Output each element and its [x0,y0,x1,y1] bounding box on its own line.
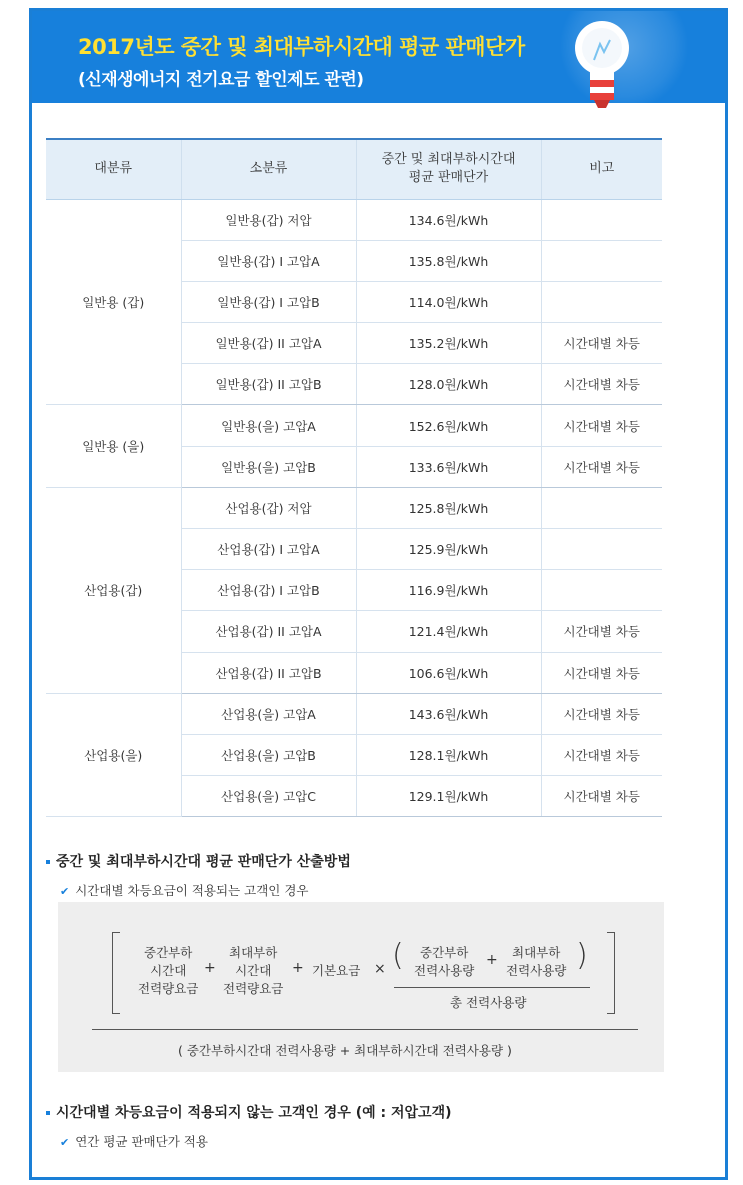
note-cell: 시간대별 차등 [541,323,662,364]
formula-plus: + [204,960,216,976]
note-cell: 시간대별 차등 [541,405,662,446]
category-cell: 산업용(갑) [46,487,181,693]
category-cell: 일반용 (갑) [46,199,181,405]
subcategory-cell: 일반용(을) 고압A [181,405,356,446]
price-cell: 128.1원/kWh [356,734,541,775]
category-cell: 산업용(을) [46,693,181,817]
formula-num-peak-usage: 최대부하 전력사용량 [506,945,567,978]
lightbulb-icon [566,10,638,120]
paren-right: ) [576,938,588,973]
price-cell: 133.6원/kWh [356,446,541,487]
table-row [46,405,662,446]
page-title: 2017년도 중간 및 최대부하시간대 평균 판매단가 [78,35,525,59]
note-cell: 시간대별 차등 [541,446,662,487]
formula-num-mid-usage: 중간부하 전력사용량 [414,945,475,978]
price-cell: 134.6원/kWh [356,199,541,240]
fraction-line [394,987,590,988]
table-body [46,199,662,817]
price-cell: 135.2원/kWh [356,323,541,364]
note-cell: 시간대별 차등 [541,776,662,817]
note-cell: 시간대별 차등 [541,693,662,734]
price-cell: 152.6원/kWh [356,405,541,446]
formula-box [58,902,664,1072]
header-avg-price: 중간 및 최대부하시간대 평균 판매단가 [356,139,541,199]
method-section-title: 중간 및 최대부하시간대 평균 판매단가 산출방법 [46,851,351,871]
header-category: 대분류 [46,139,181,199]
note-cell [541,570,662,611]
note-cell: 시간대별 차등 [541,652,662,693]
price-cell: 143.6원/kWh [356,693,541,734]
price-cell: 106.6원/kWh [356,652,541,693]
subcategory-cell: 산업용(을) 고압A [181,693,356,734]
header-subcategory: 소분류 [181,139,356,199]
price-cell: 128.0원/kWh [356,364,541,405]
note-cell [541,240,662,281]
table-row [46,199,662,240]
method-section-title-2: 시간대별 차등요금이 적용되지 않는 고객인 경우 (예 : 저압고객) [46,1102,452,1122]
bracket-right [607,932,615,1014]
method-case2: ✔ 연간 평균 판매단가 적용 [60,1134,208,1149]
price-cell: 135.8원/kWh [356,240,541,281]
table-row [46,487,662,528]
bullet-square-icon [46,1111,50,1115]
subcategory-cell: 산업용(을) 고압B [181,734,356,775]
price-cell: 129.1원/kWh [356,776,541,817]
subcategory-cell: 산업용(갑) 저압 [181,487,356,528]
price-cell: 114.0원/kWh [356,281,541,322]
checkmark-icon: ✔ [60,885,70,898]
note-cell: 시간대별 차등 [541,734,662,775]
price-table [46,138,662,817]
formula-plus: + [292,960,304,976]
checkmark-icon: ✔ [60,1136,70,1149]
subcategory-cell: 일반용(갑) II 고압A [181,323,356,364]
note-cell [541,487,662,528]
subcategory-cell: 산업용(갑) II 고압A [181,611,356,652]
method-case1: ✔ 시간대별 차등요금이 적용되는 고객인 경우 [60,883,309,898]
formula-plus: + [486,952,498,968]
table-row [46,693,662,734]
subcategory-cell: 일반용(갑) 저압 [181,199,356,240]
price-cell: 125.8원/kWh [356,487,541,528]
subcategory-cell: 일반용(갑) I 고압B [181,281,356,322]
formula-times: × [374,961,386,977]
bullet-square-icon [46,860,50,864]
formula-den-total-usage: 총 전력사용량 [450,995,527,1010]
note-cell [541,199,662,240]
note-cell [541,281,662,322]
category-cell: 일반용 (을) [46,405,181,487]
subcategory-cell: 일반용(갑) I 고압A [181,240,356,281]
subcategory-cell: 산업용(갑) I 고압B [181,570,356,611]
note-cell [541,529,662,570]
header-note: 비고 [541,139,662,199]
bracket-left [112,932,120,1014]
formula-term-mid-energy-charge: 중간부하 시간대 전력량요금 [138,945,199,996]
main-fraction-line [92,1029,638,1030]
formula-term-basic-charge: 기본요금 [312,963,361,978]
formula-bottom-denominator: ( 중간부하시간대 전력사용량 + 최대부하시간대 전력사용량 ) [178,1043,512,1058]
subcategory-cell: 일반용(갑) II 고압B [181,364,356,405]
note-cell: 시간대별 차등 [541,364,662,405]
subcategory-cell: 일반용(을) 고압B [181,446,356,487]
formula-term-peak-energy-charge: 최대부하 시간대 전력량요금 [223,945,284,996]
subcategory-cell: 산업용(갑) I 고압A [181,529,356,570]
subcategory-cell: 산업용(갑) II 고압B [181,652,356,693]
note-cell: 시간대별 차등 [541,611,662,652]
price-cell: 125.9원/kWh [356,529,541,570]
price-cell: 121.4원/kWh [356,611,541,652]
table-header-row [46,139,662,199]
subcategory-cell: 산업용(을) 고압C [181,776,356,817]
page-subtitle: (신재생에너지 전기요금 할인제도 관련) [78,70,364,90]
paren-left: ( [392,938,404,973]
price-cell: 116.9원/kWh [356,570,541,611]
